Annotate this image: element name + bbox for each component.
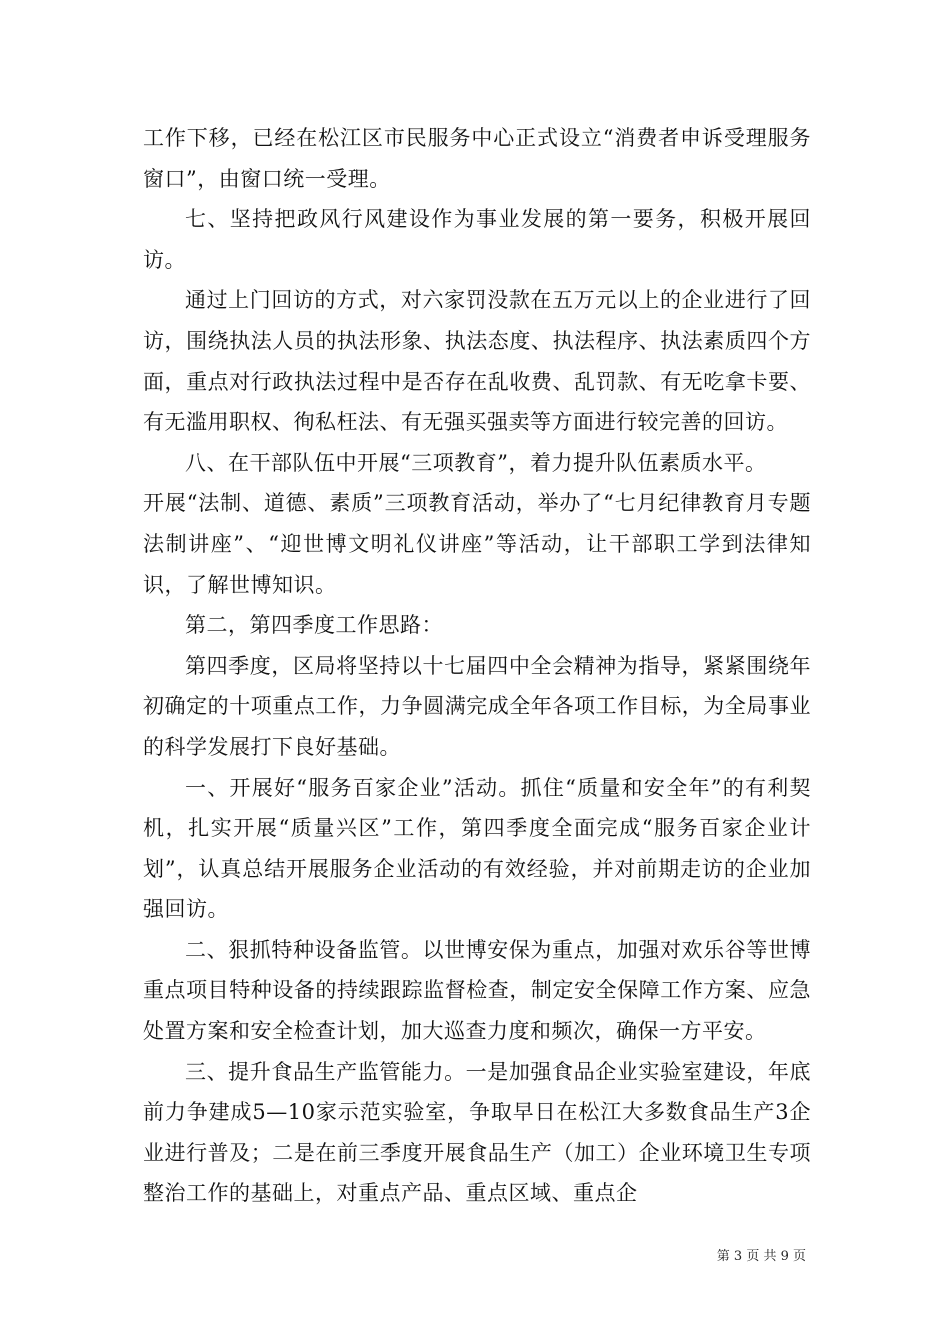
paragraph-9-item-two: 二、狠抓特种设备监管。以世博安保为重点，加强对欢乐谷等世博重点项目特种设备的持续跟踪监督检查，制定安全保障工作方案、应急处置方案和安全检查计划，加大巡查力度和频次，确保一方平安。 — [143, 937, 811, 1044]
paragraph-6-section-two: 第二，第四季度工作思路： — [185, 613, 443, 638]
paragraph-4-heading-eight: 八、在干部队伍中开展“三项教育”，着力提升队伍素质水平。 — [185, 450, 767, 475]
paragraph-1: 工作下移，已经在松江区市民服务中心正式设立“消费者申诉受理服务窗口”，由窗口统一受理。 — [143, 126, 811, 191]
paragraph-5: 开展“法制、道德、素质”三项教育活动，举办了“七月纪律教育月专题法制讲座”、“迎世博文明礼仪讲座”等活动，让干部职工学到法律知识，了解世博知识。 — [143, 491, 811, 597]
document-body — [143, 118, 811, 1214]
paragraph-2-heading-seven: 七、坚持把政风行风建设作为事业发展的第一要务，积极开展回访。 — [143, 207, 811, 272]
paragraph-7: 第四季度，区局将坚持以十七届四中全会精神为指导，紧紧围绕年初确定的十项重点工作，力争圆满完成全年各项工作目标，为全局事业的科学发展打下良好基础。 — [143, 653, 811, 759]
page-number-footer: 第 3 页 共 9 页 — [716, 1249, 806, 1264]
paragraph-3: 通过上门回访的方式，对六家罚没款在五万元以上的企业进行了回访，围绕执法人员的执法形象、执法态度、执法程序、执法素质四个方面，重点对行政执法过程中是否存在乱收费、乱罚款、有无吃拿卡要、有无滥用职权、徇私枉法、有无强买强卖等方面进行较完善的回访。 — [143, 288, 811, 435]
paragraph-8-item-one: 一、开展好“服务百家企业”活动。抓住“质量和安全年”的有利契机，扎实开展“质量兴区”工作，第四季度全面完成“服务百家企业计划”，认真总结开展服务企业活动的有效经验，并对前期走访的企业加强回访。 — [143, 775, 811, 922]
paragraph-10-item-three: 三、提升食品生产监管能力。一是加强食品企业实验室建设，年底前力争建成5—10家示范实验室，争取早日在松江大多数食品生产3企业进行普及；二是在前三季度开展食品生产（加工）企业环境卫生专项整治工作的基础上，对重点产品、重点区域、重点企 — [143, 1059, 811, 1206]
